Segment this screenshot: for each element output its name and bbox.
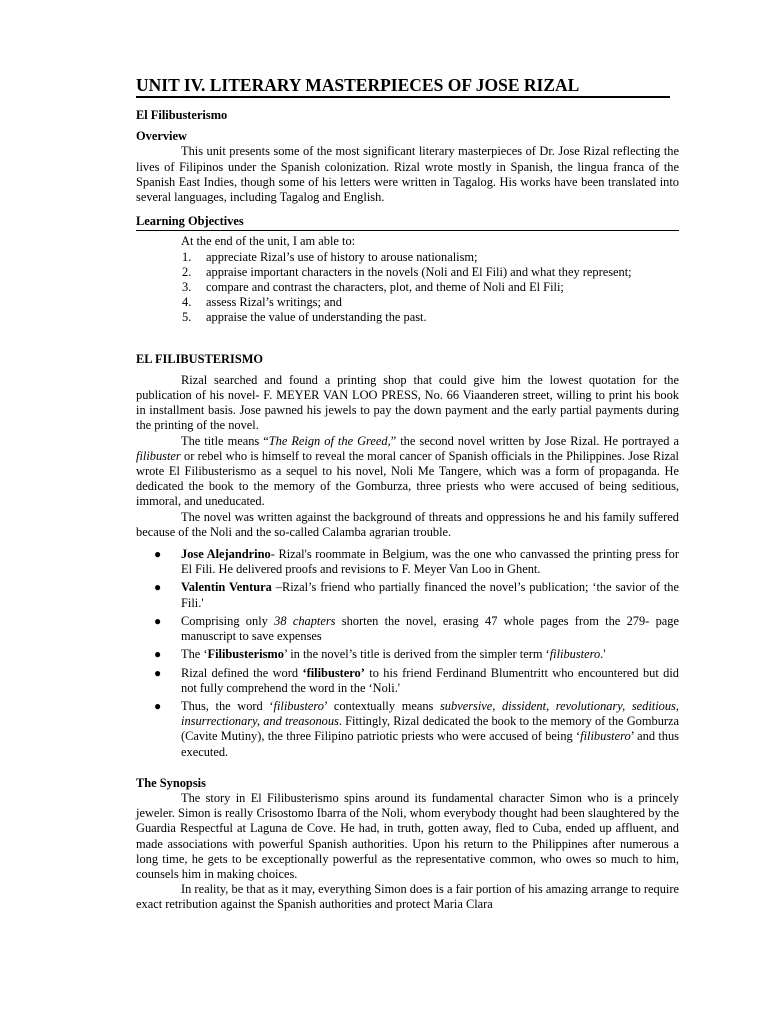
objectives-list xyxy=(136,250,679,326)
el-fili-paragraph-1: Rizal searched and found a printing shop that could give him the lowest quotation for the publication of his novel- F. MEYER VAN LOO PRESS, No. 66 Viaanderen street, willing to print his book in installment basis. Jose pawned his jewels to pay the down payment and the early partial payments during the printing of the novel. xyxy=(136,372,679,433)
objectives-intro: At the end of the unit, I am able to: xyxy=(181,234,356,249)
list-item: ● Comprising only 38 chapters shorten the novel, erasing 47 whole pages from the 279- page manuscript to save expenses xyxy=(136,614,679,644)
section-title: El Filibusterismo xyxy=(136,108,228,122)
el-fili-paragraph-3: The novel was written against the background of threats and oppressions he and his family suffered because of the Noli and the so-called Calamba agrarian trouble. xyxy=(136,509,679,539)
objectives-heading: Learning Objectives xyxy=(136,214,679,231)
el-fili-heading: EL FILIBUSTERISMO xyxy=(136,351,264,366)
objective-item: 5. appraise the value of understanding the past. xyxy=(182,310,427,325)
facts-list xyxy=(136,547,679,760)
bullet-icon: ● xyxy=(154,613,162,628)
bullet-icon: ● xyxy=(154,698,162,713)
overview-paragraph: This unit presents some of the most significant literary masterpieces of Dr. Jose Rizal reflecting the lives of Filipinos under the Spanish colonization. Rizal wrote mostly in Spanish, the lingua franca of the Spanish East Indies, though some of his letters were written in Tagalog. His works have been translated into several languages, including Tagalog and English. xyxy=(136,144,679,205)
bullet-icon: ● xyxy=(154,665,162,680)
objective-item: 1. appreciate Rizal’s use of history to arouse nationalism; xyxy=(182,249,478,264)
el-fili-paragraph-2: The title means “The Reign of the Greed,” the second novel written by Jose Rizal. He portrayed a filibuster or rebel who is himself to reveal the moral cancer of Spanish officials in the Philippines. Jose Rizal wrote El Filibusterismo as a sequel to his novel, Noli Me Tangere, which was a form of propaganda. He dedicated the book to the memory of the Gomburza, three priests who were accused of being seditious, immoral, and uneducated. xyxy=(136,433,679,509)
unit-title: UNIT IV. LITERARY MASTERPIECES OF JOSE RIZAL xyxy=(136,74,670,98)
bullet-icon: ● xyxy=(154,547,162,562)
synopsis-heading: The Synopsis xyxy=(136,775,206,790)
synopsis-paragraph-1: The story in El Filibusterismo spins around its fundamental character Simon who is a princely jeweler. Simon is really Crisostomo Ibarra of the Noli, whom everybody thought had been slaughtered by the Guardia Respectful at Laguna de Cove. He had, in truth, gotten away, fled to Cuba, ended up affluent, and made associations with powerful Spanish authorities. Upon his return to the Philippines after numerous a long time, he gets to be exceptionally powerful as the representative common, who owes so much to him, counsels him in making choices. xyxy=(136,790,679,881)
objective-item: 4. assess Rizal’s writings; and xyxy=(182,295,342,310)
list-item: ● Rizal defined the word ‘filibustero’ to his friend Ferdinand Blumentritt who encountered but did not fully comprehend the word in the ‘Noli.' xyxy=(136,666,679,696)
list-item: ● Valentin Ventura –Rizal’s friend who partially financed the novel’s publication; ‘the savior of the Fili.' xyxy=(136,580,679,610)
bullet-icon: ● xyxy=(154,580,162,595)
objective-item: 3. compare and contrast the characters, plot, and theme of Noli and El Fili; xyxy=(182,280,564,295)
synopsis-paragraph-2: In reality, be that as it may, everything Simon does is a fair portion of his amazing arrange to require exact retribution against the Spanish authorities and protect Maria Clara xyxy=(136,882,679,912)
document-page xyxy=(136,70,679,913)
list-item: ● Thus, the word ‘filibustero’ contextually means subversive, dissident, revolutionary, seditious, insurrectionary, and treasonous. Fittingly, Rizal dedicated the book to the memory of the Gomburza (Cavite Mutiny), the three Filipino patriotic priests who were accused of being ‘filibustero’ and thus executed. xyxy=(136,699,679,760)
list-item: ● Jose Alejandrino- Rizal's roommate in Belgium, was the one who canvassed the printing press for El Fili. He delivered proofs and revisions to F. Meyer Van Loo in Ghent. xyxy=(136,547,679,577)
objective-item: 2. appraise important characters in the novels (Noli and El Fili) and what they represent; xyxy=(182,264,632,279)
bullet-icon: ● xyxy=(154,647,162,662)
list-item: ● The ‘Filibusterismo’ in the novel’s title is derived from the simpler term ‘filibustero.' xyxy=(136,647,679,662)
overview-heading: Overview xyxy=(136,129,187,144)
